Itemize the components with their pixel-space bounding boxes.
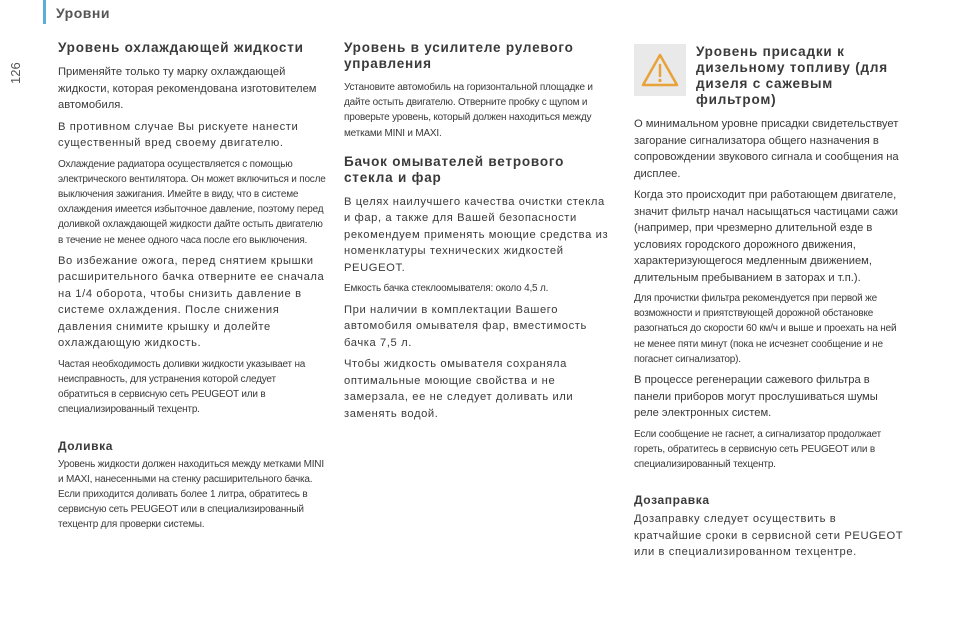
section-accent-bar [43, 0, 46, 24]
coolant-heading: Уровень охлаждающей жидкости [58, 40, 304, 55]
paragraph: Во избежание ожога, перед снятием крышки расширительного бачка отверните ее сначала на 1/4 оборота, чтобы снизить давление в системе охлаждения. После снижения давления снимите крышку и долейте охлаждающую жидкость. [58, 254, 325, 350]
steering-heading: Уровень в усилителе рулевого управления [344, 40, 574, 71]
column-steering-washer [344, 40, 614, 427]
column-coolant [58, 40, 328, 538]
section-title: Уровни [56, 5, 110, 21]
column-diesel-additive [634, 40, 904, 566]
paragraph: Установите автомобиль на горизонтальной площадке и дайте остыть двигателю. Отверните пробку с щупом и проверьте уровень, который должен находиться между метками MINI и MAXI. [344, 82, 593, 139]
warning-triangle-icon [634, 44, 686, 96]
paragraph: Для прочистки фильтра рекомендуется при первой же возможности и приятствующей дорожной обстановке разогнаться до скорости 60 км/ч и выше и проехать на ней не менее пяти минут (пока не исчезнет сообщение и не погаснет сигнализатор). [634, 293, 897, 365]
washer-heading: Бачок омывателей ветрового стекла и фар [344, 153, 565, 185]
paragraph: Охлаждение радиатора осуществляется с помощью электрического вентилятора. Он может включиться и после выключения зажигания. Имейте в виду, что в системе охлаждения имеется избыточное давление, поэтому перед доливкой охлаждающей жидкости дайте остыть двигателю в течение не менее одного часа после его выключения. [58, 158, 326, 246]
paragraph: Емкость бачка стеклоомывателя: около 4,5 л. [344, 283, 549, 295]
additive-heading: Уровень присадки к дизельному топливу (для дизеля с сажевым фильтром) [696, 44, 888, 107]
paragraph: При наличии в комплектации Вашего автомобиля омывателя фар, вместимость бачка 7,5 л. [344, 303, 587, 349]
paragraph: В целях наилучшего качества очистки стекла и фар, а также для Вашей безопасности рекомендуем применять моющие средства из номенклатуры технических жидкостей PEUGEOT. [344, 195, 609, 274]
topup-heading: Доливка [58, 438, 113, 453]
paragraph: Частая необходимость доливки жидкости указывает на неисправность, для устранения которой следует обратиться в сервисную сеть PEUGEOT или в специализированный техцентр. [58, 358, 306, 416]
refill-heading: Дозаправка [634, 493, 710, 508]
paragraph: Дозаправку следует осуществить в кратчайшие сроки в сервисной сети PEUGEOT или в специализированном техцентре. [634, 513, 904, 559]
paragraph: В противном случае Вы рискуете нанести существенный вред своему двигателю. [58, 120, 299, 149]
paragraph: Уровень жидкости должен находиться между метками MINI и MAXI, нанесенными на стенку расширительного бачка. Если приходится доливать более 1 литра, обратитесь в сервисную сеть PEUGEOT или в специализированный техцентр для проверки системы. [58, 458, 324, 531]
page-number: 126 [8, 62, 23, 84]
paragraph: Применяйте только ту марку охлаждающей жидкости, которая рекомендована изготовителем автомобиля. [58, 66, 317, 111]
paragraph: Чтобы жидкость омывателя сохраняла оптимальные моющие свойства и не замерзала, ее не следует доливать или заменять водой. [344, 358, 574, 420]
paragraph: Если сообщение не гаснет, а сигнализатор продолжает гореть, обратитесь в сервисную сеть PEUGEOT или в специализированный техцентр. [634, 428, 882, 470]
paragraph: О минимальном уровне присадки свидетельствует загорание сигнализатора общего назначения в сопровождении звукового сигнала и сообщения на дисплее. [634, 118, 899, 180]
paragraph: Когда это происходит при работающем двигателе, значит фильтр начал насыщаться частицами сажи (например, при чрезмерно длительной езде в условиях городского дорожного движения, характеризующегося медленным движением, длительным пребыванием в заторах и т.п.). [634, 189, 898, 284]
paragraph: В процессе регенерации сажевого фильтра в панели приборов могут прослушиваться шумы реле электронных систем. [634, 374, 878, 420]
